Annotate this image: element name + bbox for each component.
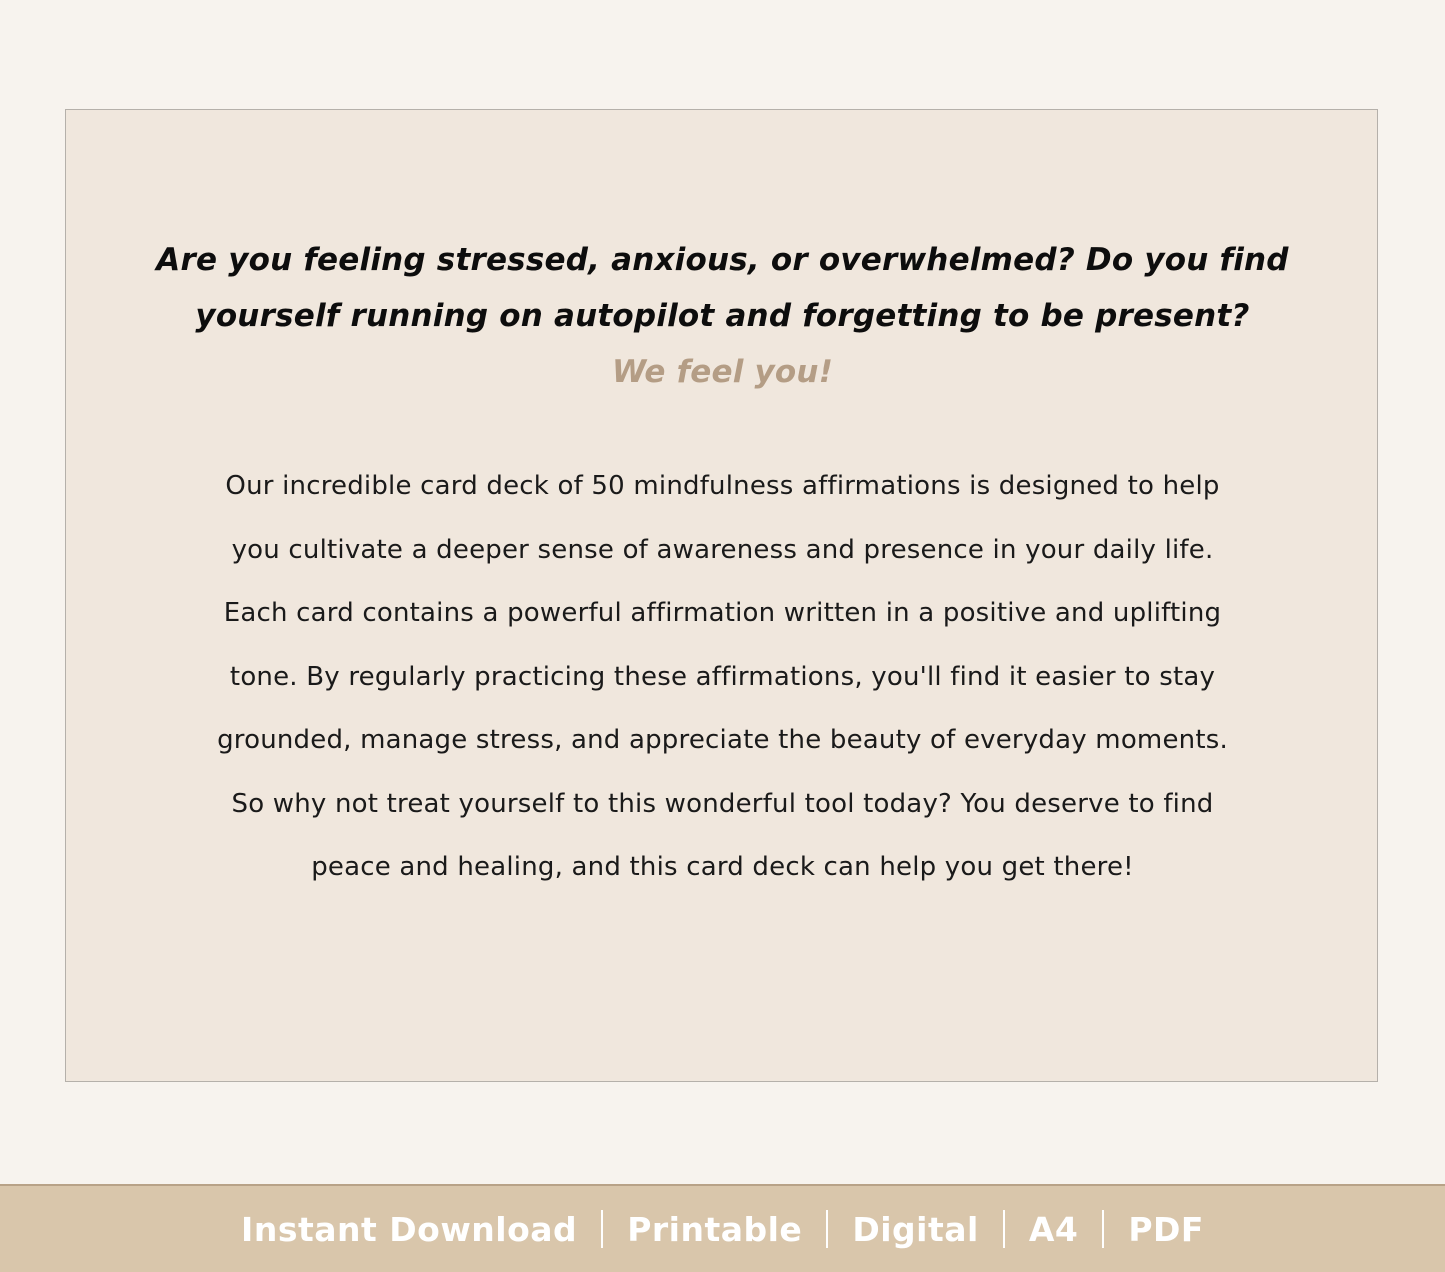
footer-item-printable: Printable [627, 1209, 803, 1249]
footer-item-digital: Digital [852, 1209, 979, 1249]
footer-item-instant-download: Instant Download [241, 1209, 578, 1249]
description-line: tone. By regularly practicing these affirmations, you'll find it easier to stay [229, 661, 1216, 692]
headline [0, 232, 1445, 400]
description-line: Our incredible card deck of 50 mindfulness affirmations is designed to help [225, 471, 1220, 501]
footer-item-pdf: PDF [1128, 1209, 1204, 1249]
headline-line: Are you feeling stressed, anxious, or overwhelmed? Do you find [156, 242, 1289, 278]
footer-item-a4: A4 [1028, 1209, 1079, 1249]
description-line: you cultivate a deeper sense of awareness and presence in your daily life. [231, 534, 1214, 565]
headline-accent: We feel you! [611, 354, 834, 390]
description-line: peace and healing, and this card deck can help you get there! [311, 852, 1134, 882]
footer-banner [0, 1184, 1445, 1272]
headline-line: yourself running on autopilot and forgetting to be present? [195, 298, 1250, 334]
description-line: Each card contains a powerful affirmation written in a positive and uplifting [223, 598, 1222, 628]
description-line: So why not treat yourself to this wonderful tool today? You deserve to find [231, 788, 1214, 819]
description-text [0, 455, 1445, 900]
description-line: grounded, manage stress, and appreciate the beauty of everyday moments. [217, 725, 1228, 755]
